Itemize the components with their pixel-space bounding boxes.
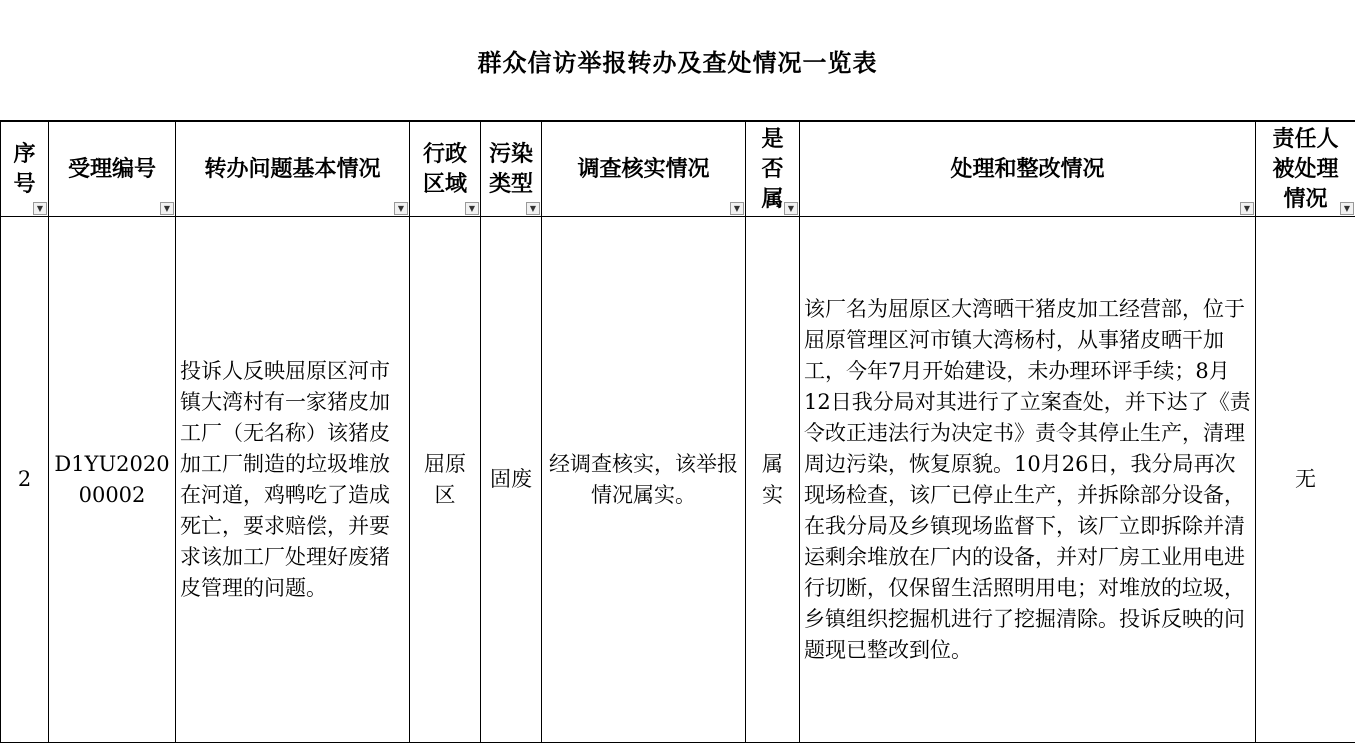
- title-row[interactable]: [0, 0, 1355, 121]
- sheet-title: 群众信访举报转办及查处情况一览表: [477, 47, 878, 77]
- header-is-true[interactable]: 是否属 ▼: [746, 122, 800, 217]
- header-pollution[interactable]: 污染类型 ▼: [481, 122, 542, 217]
- dropdown-arrow-icon[interactable]: ▼: [1240, 202, 1254, 215]
- header-row: [1, 122, 1355, 217]
- dropdown-arrow-icon[interactable]: ▼: [394, 202, 408, 215]
- cell-handling[interactable]: 该厂名为屈原区大湾晒干猪皮加工经营部，位于屈原管理区河市镇大湾杨村，从事猪皮晒干加工，今年7月开始建设，未办理环评手续；8月12日我分局对其进行了立案查处，并下达了《责令改正违法行为决定书》责令其停止生产，清理周边污染，恢复原貌。10月26日，我分局再次现场检查，该厂已停止生产，并拆除部分设备，在我分局及乡镇现场监督下，该厂立即拆除并清运剩余堆放在厂内的设备，并对厂房工业用电进行切断，仅保留生活照明用电；对堆放的垃圾，乡镇组织挖掘机进行了挖掘清除。投诉反映的问题现已整改到位。: [800, 217, 1256, 743]
- dropdown-arrow-icon[interactable]: ▼: [33, 202, 47, 215]
- table-row: [1, 217, 1355, 743]
- cell-investigation[interactable]: 经调查核实，该举报情况属实。: [542, 217, 746, 743]
- dropdown-arrow-icon[interactable]: ▼: [160, 202, 174, 215]
- dropdown-arrow-icon[interactable]: ▼: [784, 202, 798, 215]
- dropdown-arrow-icon[interactable]: ▼: [730, 202, 744, 215]
- cell-accountability[interactable]: 无: [1256, 217, 1355, 743]
- header-seq[interactable]: 序号 ▼: [1, 122, 49, 217]
- cell-is-true[interactable]: 属实: [746, 217, 800, 743]
- header-investigation[interactable]: 调查核实情况 ▼: [542, 122, 746, 217]
- cell-accept-no[interactable]: D1YU202000002: [49, 217, 176, 743]
- cell-region[interactable]: 屈原区: [410, 217, 481, 743]
- complaint-table: [0, 121, 1355, 743]
- cell-pollution[interactable]: 固废: [481, 217, 542, 743]
- header-region[interactable]: 行政区域 ▼: [410, 122, 481, 217]
- header-accountability[interactable]: 责任人被处理情况 ▼: [1256, 122, 1355, 217]
- dropdown-arrow-icon[interactable]: ▼: [1340, 202, 1354, 215]
- header-issue[interactable]: 转办问题基本情况 ▼: [176, 122, 410, 217]
- dropdown-arrow-icon[interactable]: ▼: [526, 202, 540, 215]
- cell-seq[interactable]: 2: [1, 217, 49, 743]
- filter-active-icon[interactable]: ▼: [465, 202, 479, 215]
- cell-issue[interactable]: 投诉人反映屈原区河市镇大湾村有一家猪皮加工厂（无名称）该猪皮加工厂制造的垃圾堆放在河道，鸡鸭吃了造成死亡，要求赔偿，并要求该加工厂处理好废猪皮管理的问题。: [176, 217, 410, 743]
- header-handling[interactable]: 处理和整改情况 ▼: [800, 122, 1256, 217]
- header-accept-no[interactable]: 受理编号 ▼: [49, 122, 176, 217]
